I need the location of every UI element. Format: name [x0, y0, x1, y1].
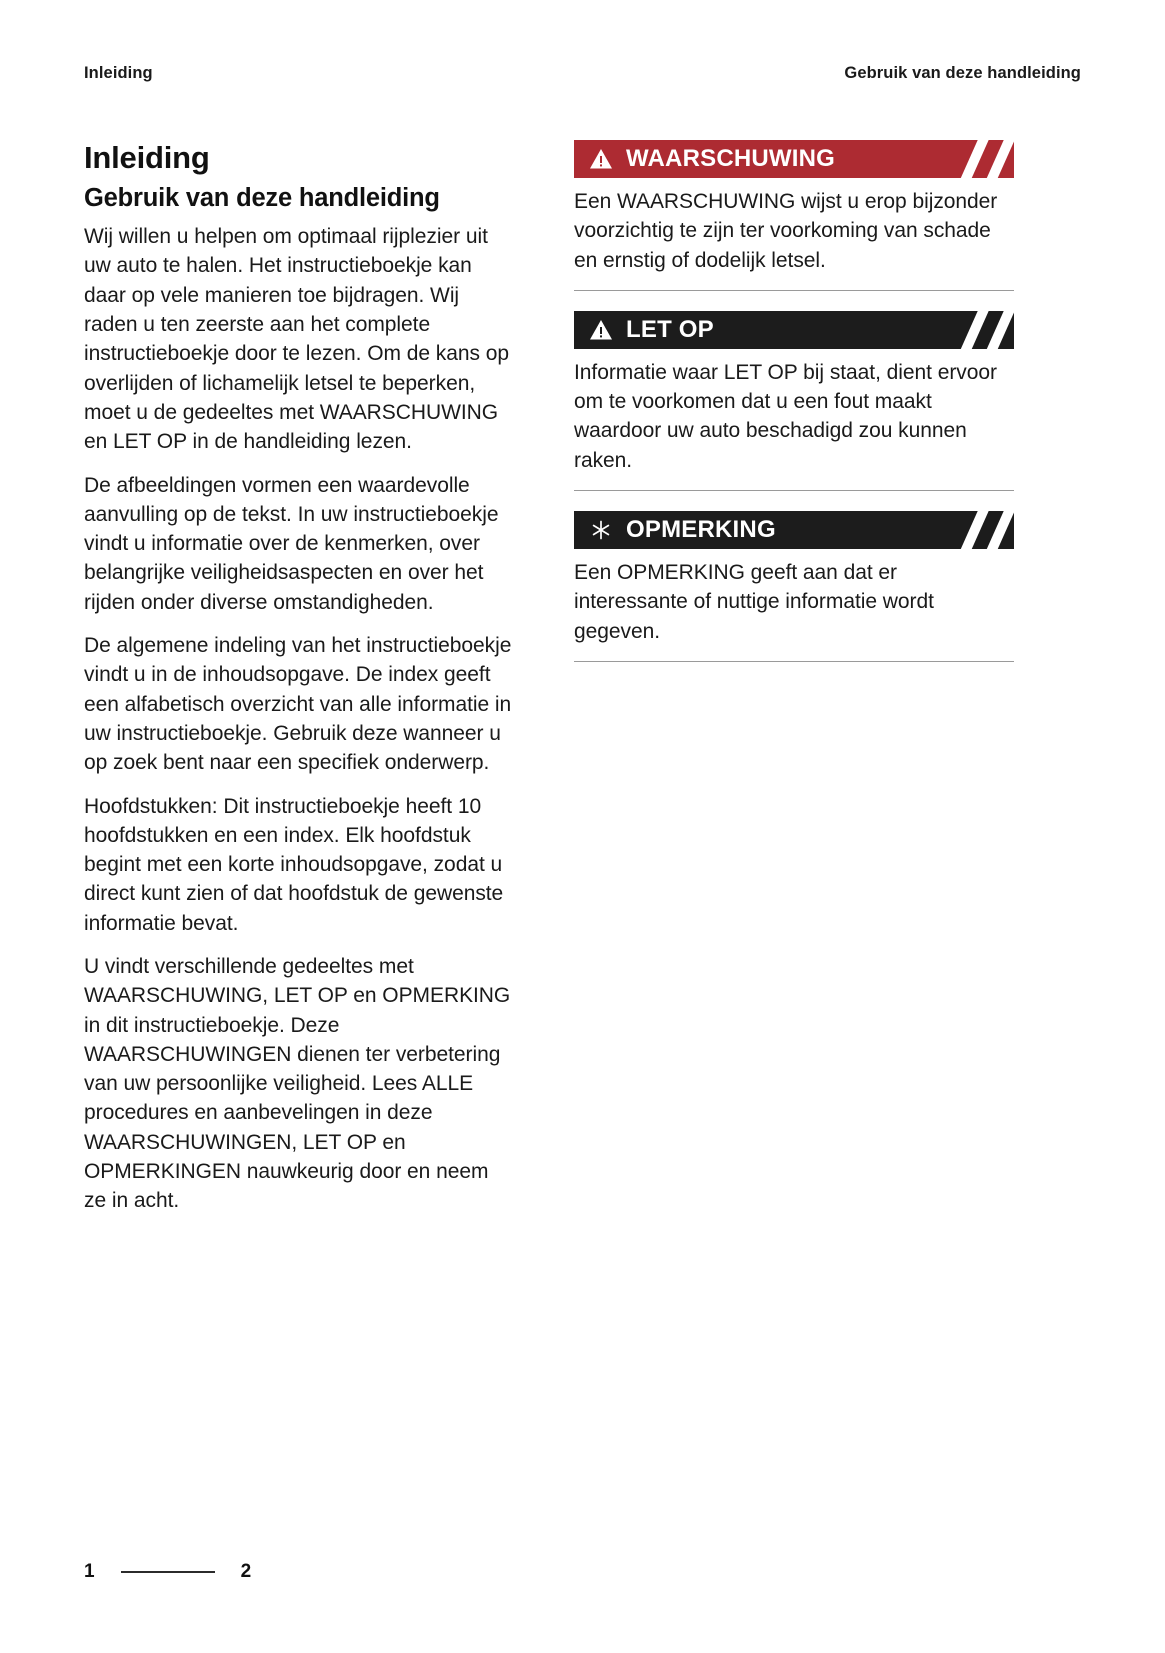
diagonal-stripes-icon — [940, 511, 1014, 549]
callout-warning-bar — [574, 140, 1014, 178]
two-column-layout — [84, 140, 1084, 1216]
callout-caution-label: LET OP — [626, 315, 714, 343]
callout-caution-bar — [574, 311, 1014, 349]
page-number: 2 — [240, 1561, 252, 1582]
section-title: Gebruik van deze handleiding — [84, 183, 440, 212]
running-header — [84, 64, 1081, 90]
callout-caution-body: Informatie waar LET OP bij staat, dient ervoor om te voorkomen dat u een fout maakt waardoor uw auto beschadigd zou kunnen raken. — [574, 360, 997, 472]
divider — [574, 490, 1014, 491]
page-title: Inleiding — [84, 140, 210, 175]
diagonal-stripes-icon — [940, 311, 1014, 349]
warning-triangle-icon — [588, 317, 614, 343]
callout-note-label: OPMERKING — [626, 516, 776, 544]
callout-warning — [574, 140, 1014, 291]
callout-warning-body: Een WAARSCHUWING wijst u erop bijzonder voorzichtig te zijn ter voorkoming van schade en ernstig of dodelijk letsel. — [574, 190, 998, 272]
footer-divider — [121, 1571, 215, 1573]
body-paragraph: De algemene indeling van het instructieboekje vindt u in de inhoudsopgave. De index geeft een alfabetisch overzicht van alle informatie in uw instructieboekje. Gebruik deze wanneer u op zoek bent naar een specifiek onderwerp. — [84, 634, 512, 775]
left-column — [84, 140, 516, 1216]
body-paragraph: Hoofdstukken: Dit instructieboekje heeft 10 hoofdstukken en een index. Elk hoofdstuk begint met een korte inhoudsopgave, zodat u direct kunt zien of dat hoofdstuk de gewenste informatie bevat. — [84, 794, 504, 935]
diagonal-stripes-icon — [940, 140, 1014, 178]
divider — [574, 290, 1014, 291]
callout-warning-label: WAARSCHUWING — [626, 145, 836, 172]
callout-note-body: Een OPMERKING geeft aan dat er interessante of nuttige informatie wordt gegeven. — [574, 561, 934, 643]
chapter-number: 1 — [84, 1561, 95, 1582]
header-right-title: Gebruik van deze handleiding — [844, 64, 1081, 82]
page-footer — [84, 1562, 251, 1581]
callout-note-bar — [574, 511, 1014, 549]
warning-triangle-icon — [588, 146, 614, 172]
body-paragraph: De afbeeldingen vormen een waardevolle aanvulling op de tekst. In uw instructieboekje vindt u informatie over de kenmerken, over belangrijke veiligheidsaspecten en over het rijden onder diverse omstandigheden. — [84, 473, 499, 614]
header-left-title: Inleiding — [84, 64, 153, 82]
body-paragraph: U vindt verschillende gedeeltes met WAARSCHUWING, LET OP en OPMERKING in dit instructieboekje. Deze WAARSCHUWINGEN dienen ter verbetering van uw persoonlijke veiligheid. Lees ALLE procedures en aanbevelingen in deze WAARSCHUWINGEN, LET OP en OPMERKINGEN nauwkeurig door en neem ze in acht. — [84, 955, 511, 1213]
body-paragraph: Wij willen u helpen om optimaal rijplezier uit uw auto te halen. Het instructieboekje kan daar op vele manieren toe bijdragen. Wij raden u ten zeerste aan het complete instructieboekje door te lezen. Om de kans op overlijden of lichamelijk letsel te beperken, moet u de gedeeltes met WAARSCHUWING en LET OP in de handleiding lezen. — [84, 225, 509, 454]
right-column — [574, 140, 1014, 1216]
asterisk-icon — [588, 517, 614, 543]
callout-caution — [574, 311, 1014, 491]
divider — [574, 661, 1014, 662]
callout-note — [574, 511, 1014, 662]
